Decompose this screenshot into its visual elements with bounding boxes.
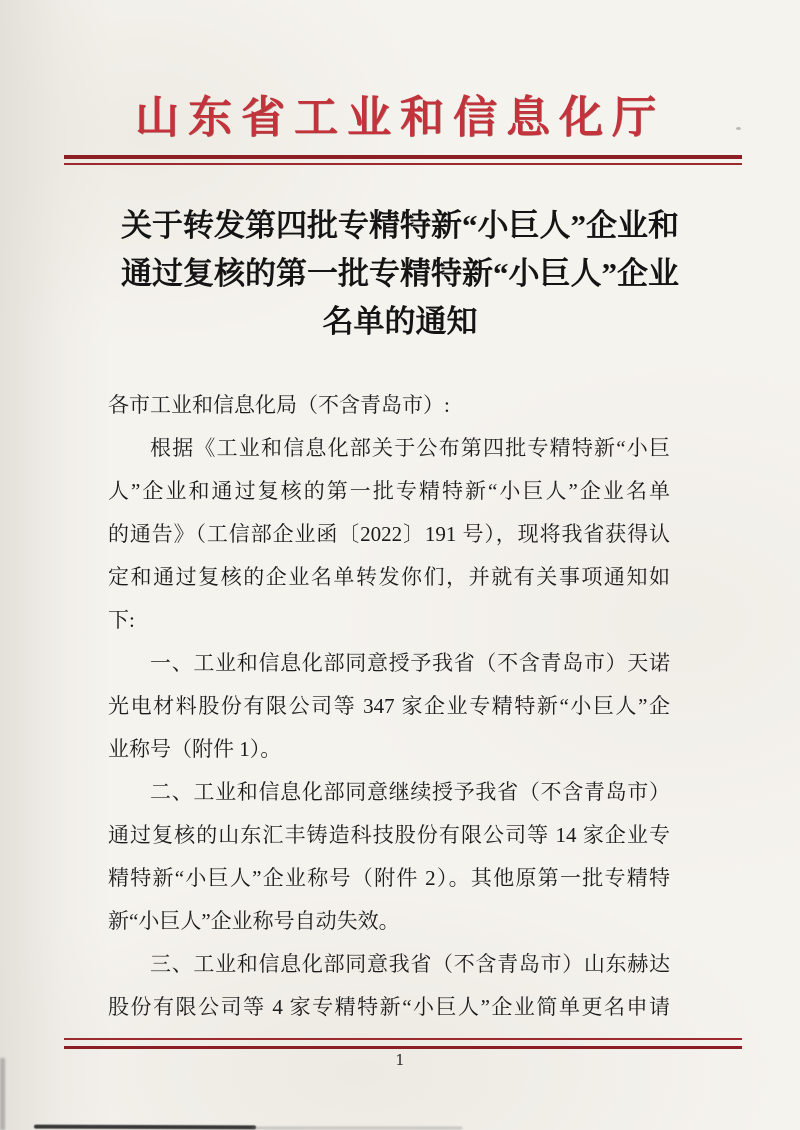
body-line: 新“小巨人”企业称号自动失效。 [108, 909, 400, 933]
page-number: 1 [395, 1051, 405, 1069]
body-line: 的通告》（工信部企业函〔2022〕191 号），现将我省获得认 [108, 522, 670, 546]
document-title-line: 名单的通知 [322, 304, 478, 339]
scan-artifact-speck [736, 127, 741, 130]
letterhead-org-name: 山东省工业和信息化厅 [135, 93, 665, 142]
body-line: 业称号（附件 1）。 [108, 737, 282, 761]
body-line: 股份有限公司等 4 家专精特新“小巨人”企业简单更名申请 [108, 995, 670, 1019]
document-body [108, 384, 670, 1029]
body-line: 人”企业和通过复核的第一批专精特新“小巨人”企业名单 [108, 479, 670, 503]
scan-artifact-bottom-strip [34, 1125, 256, 1130]
body-line: 下: [108, 608, 135, 632]
body-line: 精特新“小巨人”企业称号（附件 2）。其他原第一批专精特 [108, 866, 670, 890]
body-line: 三、工业和信息化部同意我省（不含青岛市）山东赫达 [150, 952, 670, 976]
footer-rule-thin [64, 1038, 742, 1040]
scan-artifact-left-edge [0, 1058, 5, 1130]
body-line: 一、工业和信息化部同意授予我省（不含青岛市）天诺 [150, 651, 670, 675]
body-line: 各市工业和信息化局（不含青岛市）: [108, 393, 450, 417]
document-title-line: 关于转发第四批专精特新“小巨人”企业和 [121, 208, 679, 243]
body-line: 根据《工业和信息化部关于公布第四批专精特新“小巨 [150, 436, 670, 460]
scan-artifact-bottom-strip-faint [252, 1127, 462, 1129]
letterhead-rule-thick [64, 155, 742, 159]
document-title [60, 202, 740, 346]
body-line: 光电材料股份有限公司等 347 家企业专精特新“小巨人”企 [108, 694, 670, 718]
body-line: 通过复核的山东汇丰铸造科技股份有限公司等 14 家企业专 [108, 823, 670, 847]
letterhead-rule-thin [64, 163, 742, 165]
footer-rule-thick [64, 1046, 742, 1049]
document-title-line: 通过复核的第一批专精特新“小巨人”企业 [121, 256, 679, 291]
body-line: 定和通过复核的企业名单转发你们，并就有关事项通知如 [108, 565, 670, 589]
body-line: 二、工业和信息化部同意继续授予我省（不含青岛市） [150, 780, 670, 804]
